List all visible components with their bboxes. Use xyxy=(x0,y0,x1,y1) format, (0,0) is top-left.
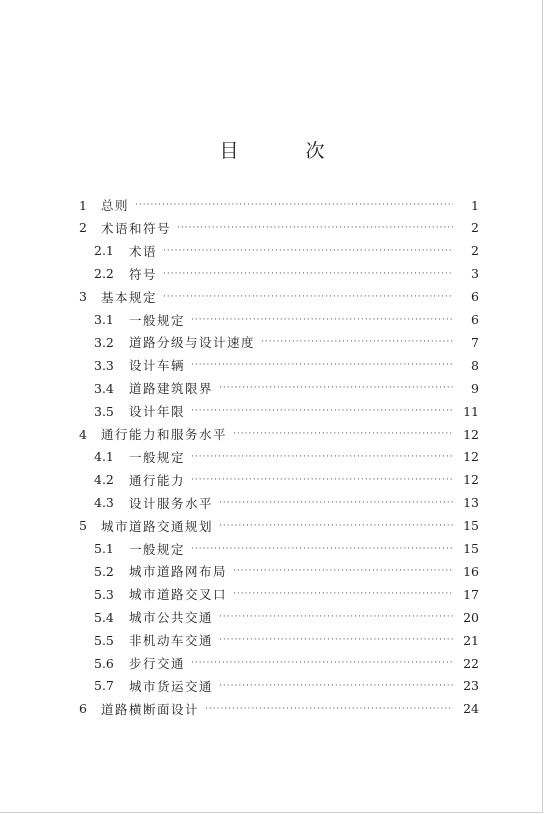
toc-entry-number: 4 xyxy=(79,426,87,442)
toc-entry-label: 道路横断面设计 xyxy=(101,701,200,717)
toc-entry-number: 5.6 xyxy=(94,655,114,671)
toc-entry-label: 城市公共交通 xyxy=(129,610,214,626)
toc-entry[interactable] xyxy=(79,424,479,444)
toc-entry-label: 术语 xyxy=(129,243,158,259)
dot-leader xyxy=(261,332,453,352)
toc-entry-number: 3 xyxy=(79,289,87,305)
toc-entry[interactable] xyxy=(94,310,479,330)
toc-entry-label: 步行交通 xyxy=(129,656,186,671)
toc-entry-label: 设计服务水平 xyxy=(129,495,214,511)
toc-entry-page: 24 xyxy=(463,701,479,717)
toc-entry-number: 3.3 xyxy=(94,357,114,373)
toc-entry-number: 5.1 xyxy=(94,541,114,556)
toc-entry[interactable] xyxy=(94,470,479,490)
toc-entry-number: 4.3 xyxy=(94,495,114,511)
toc-entry[interactable] xyxy=(94,378,479,398)
toc-entry-number: 5.3 xyxy=(94,586,114,602)
toc-entry-page: 6 xyxy=(471,289,479,305)
toc-entry-label: 道路分级与设计速度 xyxy=(129,335,256,351)
toc-entry[interactable] xyxy=(79,516,479,536)
toc-entry-page: 6 xyxy=(471,312,479,327)
toc-entry-label: 城市货运交通 xyxy=(129,678,214,694)
toc-entry[interactable] xyxy=(94,676,479,696)
dot-leader xyxy=(191,653,453,673)
toc-entry-number: 2 xyxy=(79,220,87,236)
toc-entry[interactable] xyxy=(79,195,479,215)
toc-entry-label: 总则 xyxy=(101,198,130,213)
toc-entry-label: 城市道路交叉口 xyxy=(129,587,228,603)
toc-entry[interactable] xyxy=(94,355,479,375)
toc-entry-page: 1 xyxy=(471,197,479,213)
toc-entry[interactable] xyxy=(94,653,479,673)
toc-entry[interactable] xyxy=(94,561,479,581)
toc-entry-number: 3.2 xyxy=(94,334,114,350)
toc-title: 目 次 xyxy=(219,140,349,162)
toc-entry-page: 7 xyxy=(471,334,479,350)
toc-entry-number: 5.7 xyxy=(94,678,114,694)
toc-entry-page: 12 xyxy=(463,426,479,442)
dot-leader xyxy=(219,378,453,398)
toc-entry-label: 非机动车交通 xyxy=(129,633,214,649)
toc-entry-page: 22 xyxy=(463,655,479,671)
toc-entry-number: 5.5 xyxy=(94,632,114,648)
toc-entry-label: 术语和符号 xyxy=(101,220,172,236)
toc-entry-number: 2.2 xyxy=(94,266,114,282)
toc-entry-number: 4.1 xyxy=(94,449,114,465)
toc-entry-page: 15 xyxy=(463,541,479,556)
dot-leader xyxy=(219,607,453,627)
toc-entry-page: 12 xyxy=(463,472,479,488)
toc-entry-label: 城市道路交通规划 xyxy=(101,518,214,534)
toc-entry[interactable] xyxy=(79,218,479,238)
toc-entry-page: 21 xyxy=(463,632,479,648)
toc-entry-label: 一般规定 xyxy=(129,541,186,557)
dot-leader xyxy=(233,561,453,581)
dot-leader xyxy=(219,630,453,650)
toc-entry-number: 3.1 xyxy=(94,312,114,327)
dot-leader xyxy=(191,470,453,490)
toc-entry-page: 20 xyxy=(463,609,479,625)
toc-entry-label: 设计车辆 xyxy=(129,358,186,374)
toc-entry-label: 一般规定 xyxy=(129,449,186,465)
dot-leader xyxy=(135,195,453,215)
dot-leader xyxy=(205,699,453,719)
toc-entry-label: 符号 xyxy=(129,266,158,282)
toc-entry-page: 15 xyxy=(463,518,479,534)
toc-entry-label: 基本规定 xyxy=(101,289,158,305)
toc-entry[interactable] xyxy=(94,241,479,261)
toc-entry-number: 5.4 xyxy=(94,609,114,625)
toc-entry-number: 5.2 xyxy=(94,563,114,579)
toc-entry-page: 2 xyxy=(471,220,479,236)
toc-entry[interactable] xyxy=(94,607,479,627)
toc-entry-page: 17 xyxy=(463,586,479,602)
toc-entry[interactable] xyxy=(94,447,479,467)
toc-entry-label: 一般规定 xyxy=(129,312,186,328)
dot-leader xyxy=(177,218,453,238)
dot-leader xyxy=(233,584,453,604)
dot-leader xyxy=(191,355,453,375)
dot-leader xyxy=(191,447,453,467)
toc-entry-number: 1 xyxy=(79,197,87,213)
toc-entry-page: 23 xyxy=(463,678,479,694)
toc-entry-number: 6 xyxy=(79,701,87,717)
toc-entry-page: 2 xyxy=(471,243,479,259)
toc-entry-number: 3.5 xyxy=(94,403,114,419)
dot-leader xyxy=(219,493,453,513)
toc-entry[interactable] xyxy=(94,401,479,421)
toc-entry-number: 2.1 xyxy=(94,243,114,259)
toc-entry-page: 3 xyxy=(471,266,479,282)
toc-entry-number: 3.4 xyxy=(94,380,114,396)
toc-entry-label: 城市道路网布局 xyxy=(129,564,228,580)
dot-leader xyxy=(219,516,453,536)
dot-leader xyxy=(191,401,453,421)
toc-entry-label: 道路建筑限界 xyxy=(129,381,214,397)
dot-leader xyxy=(219,676,453,696)
dot-leader xyxy=(163,264,453,284)
toc-entry-number: 4.2 xyxy=(94,472,114,488)
toc-entry[interactable] xyxy=(94,264,479,284)
toc-entry[interactable] xyxy=(94,630,479,650)
toc-entry-page: 13 xyxy=(463,495,479,511)
toc-entry-page: 16 xyxy=(463,563,479,579)
toc-entry[interactable] xyxy=(94,539,479,559)
dot-leader xyxy=(163,287,453,307)
toc-entry[interactable] xyxy=(94,332,479,352)
toc-entry-number: 5 xyxy=(79,518,87,534)
toc-entry[interactable] xyxy=(94,493,479,513)
toc-entry-label: 通行能力 xyxy=(129,472,186,488)
dot-leader xyxy=(233,424,453,444)
toc-entry[interactable] xyxy=(94,584,479,604)
toc-entry-page: 9 xyxy=(471,380,479,396)
toc-entry[interactable] xyxy=(79,287,479,307)
toc-entry-page: 11 xyxy=(463,403,479,419)
toc-entry-page: 8 xyxy=(471,357,479,373)
toc-entry-page: 12 xyxy=(463,449,479,465)
toc-entry-label: 设计年限 xyxy=(129,404,186,420)
toc-entry[interactable] xyxy=(79,699,479,719)
dot-leader xyxy=(163,241,453,261)
toc-entry-label: 通行能力和服务水平 xyxy=(101,427,228,442)
dot-leader xyxy=(191,310,453,330)
dot-leader xyxy=(191,539,453,559)
